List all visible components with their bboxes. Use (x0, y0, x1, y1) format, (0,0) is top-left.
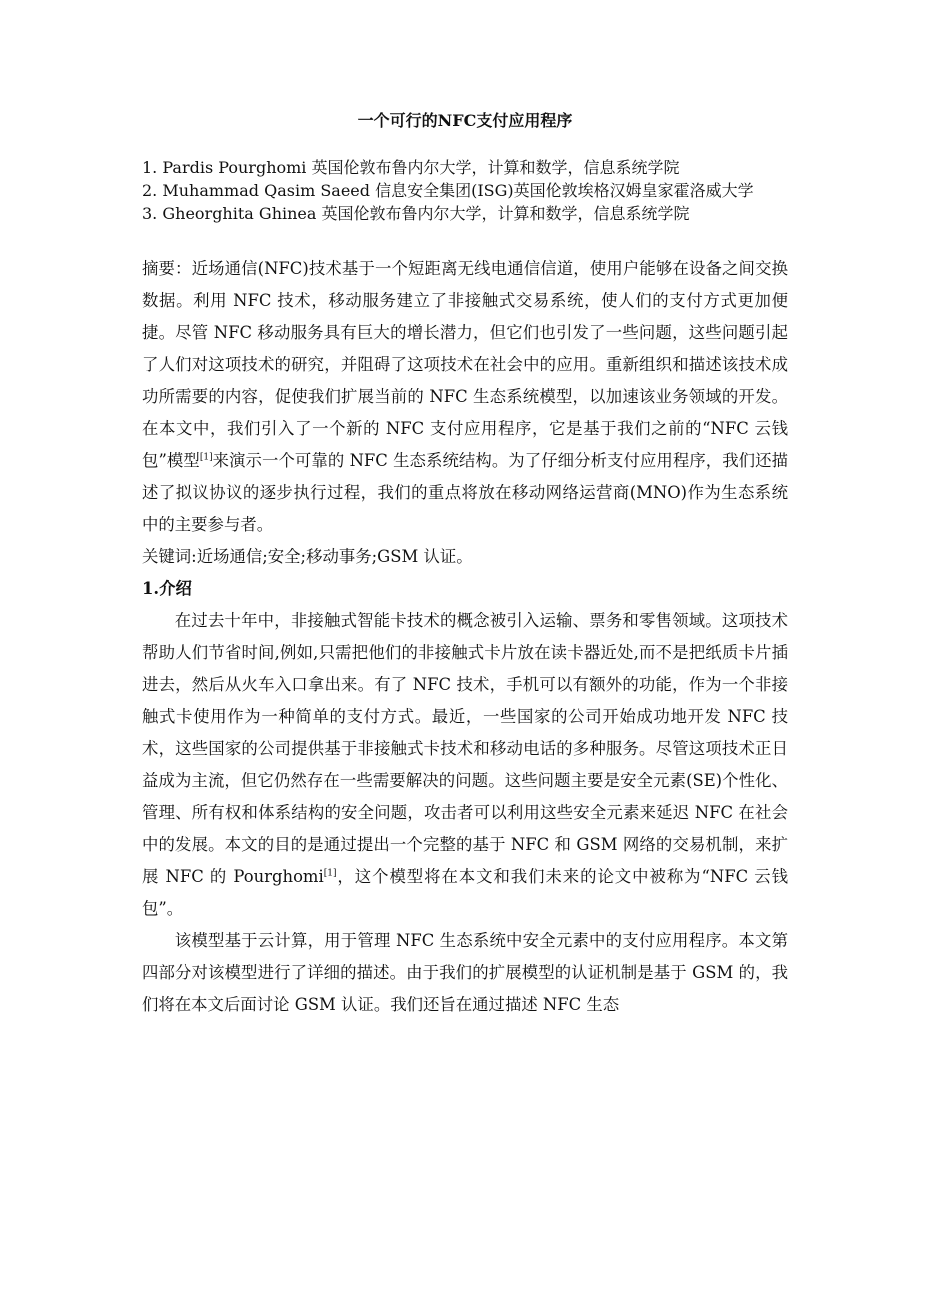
abstract-text-2: 来演示一个可靠的 NFC 生态系统结构。为了仔细分析支付应用程序，我们还描述了拟议协议的逐步执行过程，我们的重点将放在移动网络运营商(MNO)作为生态系统中的主要参与者。 (142, 451, 788, 534)
intro-paragraph-2: 该模型基于云计算，用于管理 NFC 生态系统中安全元素中的支付应用程序。本文第四部分对该模型进行了详细的描述。由于我们的扩展模型的认证机制是基于 GSM 的，我们将在本文后面讨论 GSM 认证。我们还旨在通过描述 NFC 生态 (142, 931, 788, 1014)
section-heading-introduction: 1.介绍 (142, 579, 192, 598)
keywords: 关键词:近场通信;安全;移动事务;GSM 认证。 (142, 547, 473, 566)
intro-paragraph-1 (142, 605, 788, 925)
paper-title: 一个可行的NFC支付应用程序 (357, 111, 573, 130)
abstract (142, 253, 788, 541)
author-1: 1. Pardis Pourghomi 英国伦敦布鲁内尔大学，计算和数学，信息系统学院 (142, 158, 680, 177)
paper-page (142, 108, 788, 1021)
intro-paragraph-1-text-a: 在过去十年中，非接触式智能卡技术的概念被引入运输、票务和零售领域。这项技术帮助人们节省时间,例如,只需把他们的非接触式卡片放在读卡器近处,而不是把纸质卡片插进去，然后从火车入口拿出来。有了 NFC 技术，手机可以有额外的功能，作为一个非接触式卡使用作为一种简单的支付方式。最近，一些国家的公司开始成功地开发 NFC 技术，这些国家的公司提供基于非接触式卡技术和移动电话的多种服务。尽管这项技术正日益成为主流，但它仍然存在一些需要解决的问题。这些问题主要是安全元素(SE)个性化、管理、所有权和体系结构的安全问题，攻击者可以利用这些安全元素来延迟 NFC 在社会中的发展。本文的目的是通过提出一个完整的基于 NFC 和 GSM 网络的交易机制，来扩展 NFC 的 Pourghomi (142, 611, 788, 886)
citation-ref: [1] (199, 452, 213, 463)
author-3: 3. Gheorghita Ghinea 英国伦敦布鲁内尔大学，计算和数学，信息系统学院 (142, 204, 690, 223)
author-2: 2. Muhammad Qasim Saeed 信息安全集团(ISG)英国伦敦埃格汉姆皇家霍洛威大学 (142, 181, 754, 200)
intro-paragraph-1-text-b: ，这个模型将在本文和我们未来的论文中被称为“NFC 云钱包”。 (142, 867, 789, 918)
author-list (142, 156, 788, 225)
abstract-text-1: 摘要：近场通信(NFC)技术基于一个短距离无线电通信信道，使用户能够在设备之间交换数据。利用 NFC 技术，移动服务建立了非接触式交易系统，使人们的支付方式更加便捷。尽管 NFC 移动服务具有巨大的增长潜力，但它们也引发了一些问题，这些问题引起了人们对这项技术的研究，并阻碍了这项技术在社会中的应用。重新组织和描述该技术成功所需要的内容，促使我们扩展当前的 NFC 生态系统模型，以加速该业务领域的开发。在本文中，我们引入了一个新的 NFC 支付应用程序，它是基于我们之前的“NFC 云钱包”模型 (142, 259, 788, 470)
citation-ref: [1] (323, 868, 337, 879)
